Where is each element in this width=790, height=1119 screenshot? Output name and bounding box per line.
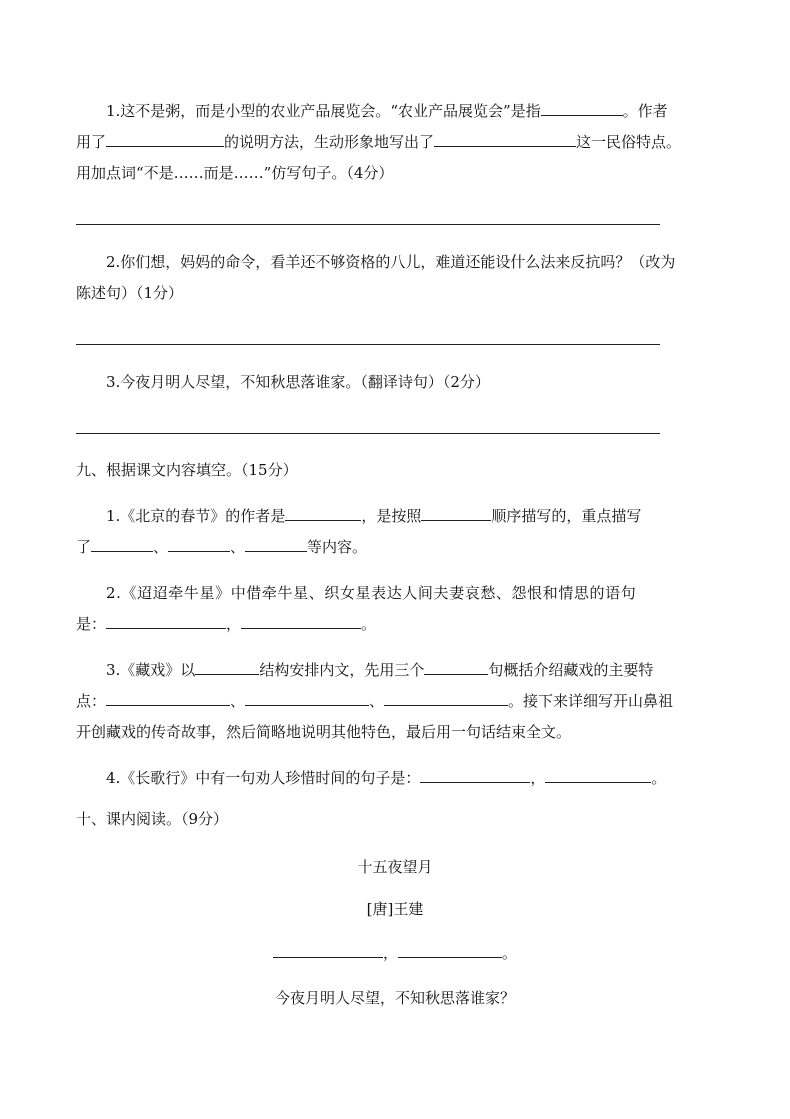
poem-line1: ， 。 — [0, 942, 790, 964]
answer-line[interactable] — [76, 224, 660, 225]
q9-1-line1: 1.《北京的春节》的作者是 ，是按照 顺序描写的，重点描写 — [106, 507, 642, 525]
answer-blank[interactable] — [106, 690, 230, 706]
poem-author: [唐]王建 — [366, 900, 424, 918]
answer-blank[interactable] — [434, 131, 576, 147]
answer-blank[interactable] — [420, 767, 530, 783]
answer-blank[interactable] — [245, 536, 307, 552]
answer-blank[interactable] — [106, 131, 224, 147]
answer-blank[interactable] — [241, 613, 361, 629]
answer-blank[interactable] — [106, 613, 226, 629]
answer-line[interactable] — [76, 433, 660, 434]
answer-blank[interactable] — [245, 690, 369, 706]
q9-3-line1: 3.《藏戏》以 结构安排内文，先用三个 句概括介绍藏戏的主要特 — [106, 661, 654, 679]
q9-4-line1: 4.《长歌行》中有一句劝人珍惜时间的句子是： ， 。 — [106, 769, 667, 787]
q9-2-line2: 是： ， 。 — [76, 615, 377, 633]
answer-blank[interactable] — [421, 505, 491, 521]
q9-1-line2: 了 、 、 等内容。 — [76, 538, 368, 556]
answer-blank[interactable] — [541, 100, 623, 116]
q8-2-line2: 陈述句）（1分） — [76, 284, 184, 302]
q8-1-line2: 用了 的说明方法，生动形象地写出了 这一民俗特点。 — [76, 133, 682, 151]
answer-blank[interactable] — [424, 659, 488, 675]
q9-3-line3: 开创藏戏的传奇故事，然后简略地说明其他特色，最后用一句话结束全文。 — [76, 723, 572, 741]
answer-blank[interactable] — [273, 942, 383, 958]
poem-line2: 今夜月明人尽望，不知秋思落谁家？ — [274, 989, 515, 1007]
answer-line[interactable] — [76, 344, 660, 345]
section10-heading: 十、课内阅读。（9分） — [76, 810, 229, 828]
answer-blank[interactable] — [384, 690, 508, 706]
q9-3-line2: 点： 、 、 。接下来详细写开山鼻祖 — [76, 692, 674, 710]
q9-2-line1: 2.《迢迢牵牛星》中借牵牛星、织女星表达人间夫妻哀愁、怨恨和情思的语句 — [106, 584, 637, 602]
poem-title: 十五夜望月 — [357, 858, 433, 876]
answer-blank[interactable] — [545, 767, 651, 783]
q8-1-line1: 1.这不是粥，而是小型的农业产品展览会。“农业产品展览会”是指 。作者 — [106, 102, 668, 120]
answer-blank[interactable] — [398, 942, 502, 958]
q8-3-line1: 3.今夜月明人尽望，不知秋思落谁家。（翻译诗句）（2分） — [106, 373, 490, 391]
answer-blank[interactable] — [195, 659, 259, 675]
q8-2-line1: 2.你们想，妈妈的命令，看羊还不够资格的八儿，难道还能设什么法来反抗吗？（改为 — [106, 253, 676, 271]
section9-heading: 九、根据课文内容填空。（15分） — [76, 461, 298, 479]
q8-1-line3: 用加点词“不是……而是……”仿写句子。（4分） — [76, 164, 394, 182]
answer-blank[interactable] — [285, 505, 361, 521]
answer-blank[interactable] — [168, 536, 230, 552]
answer-blank[interactable] — [91, 536, 153, 552]
